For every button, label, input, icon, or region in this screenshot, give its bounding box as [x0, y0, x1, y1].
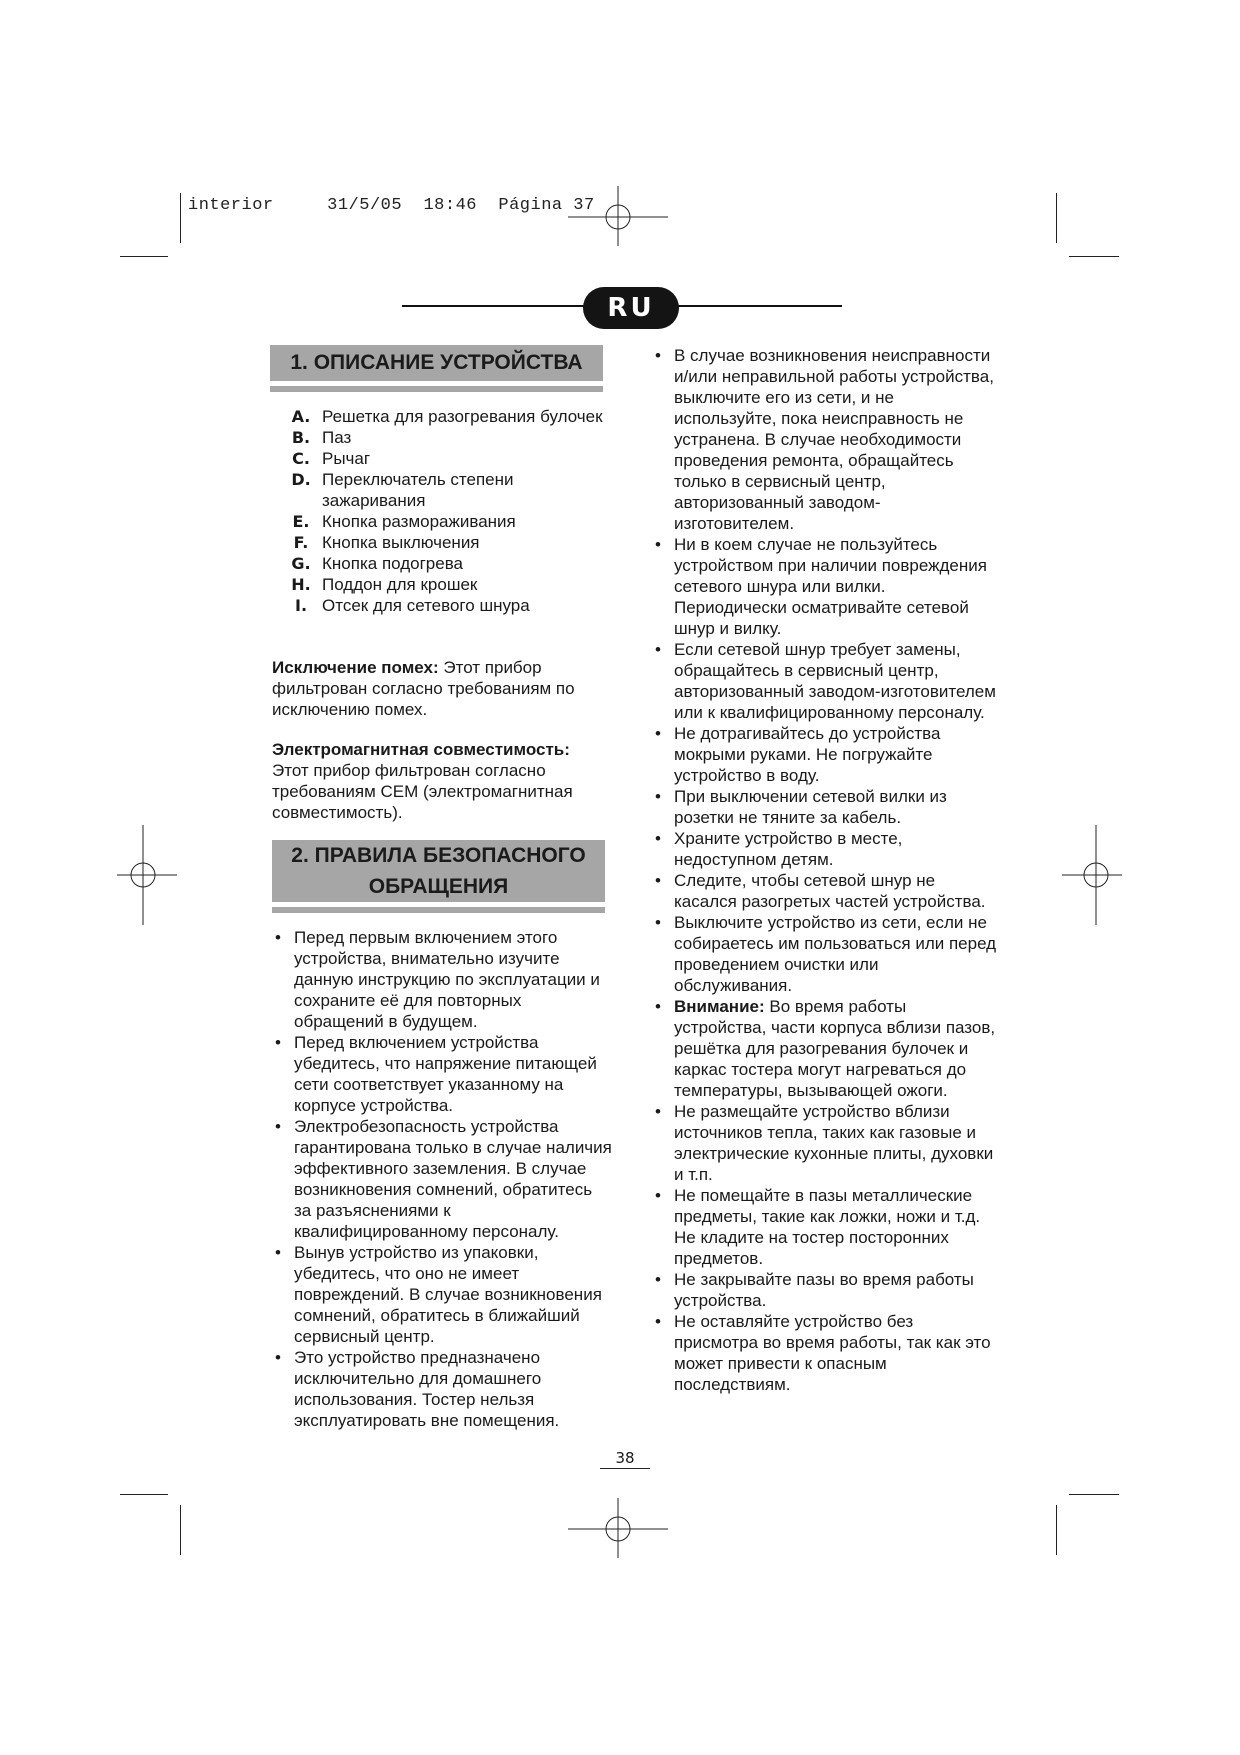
safety-item: • Не помещайте в пазы металлические предметы, такие как ложки, ножи и т.д. Не кладите на тостер посторонних предметов.: [652, 1185, 997, 1269]
slug-date: 31/5/05: [327, 196, 403, 215]
parts-letter: I.: [294, 596, 308, 615]
parts-text: Паз: [322, 428, 352, 447]
language-rule: [670, 305, 842, 307]
parts-letter: E.: [292, 512, 310, 531]
safety-list-left: [272, 927, 612, 1431]
language-rule: [402, 305, 592, 307]
parts-letter: C.: [292, 449, 310, 468]
emc-label: Электромагнитная совместимость:: [272, 740, 570, 759]
safety-item: • Перед включением устройства убедитесь, что напряжение питающей сети соответствует указанному на корпусе устройства.: [272, 1032, 612, 1116]
slug-page: Página 37: [498, 196, 595, 215]
safety-item: • Не закрывайте пазы во время работы устройства.: [652, 1269, 997, 1311]
print-slug: [188, 196, 595, 215]
crop-mark: [1069, 256, 1119, 257]
parts-letter: B.: [291, 428, 311, 447]
safety-item: • Не дотрагивайтесь до устройства мокрыми руками. Не погружайте устройство в воду.: [652, 723, 997, 786]
parts-letter: H.: [291, 575, 311, 594]
parts-text: Рычаг: [322, 449, 371, 468]
safety-item: • В случае возникновения неисправности и/или неправильной работы устройства, выключите его из сети, и не используйте, пока неисправность не устранена. В случае необходимости проведения ремонта, обращайтесь только в сервисный центр, авторизованный заводом-изготовителем.: [652, 345, 997, 534]
parts-item: [280, 448, 620, 469]
crop-mark: [1069, 1494, 1119, 1495]
safety-item: • Вынув устройство из упаковки, убедитесь, что оно не имеет повреждений. В случае возникновения сомнений, обратитесь в ближайший сервисный центр.: [272, 1242, 612, 1347]
registration-mark: [117, 825, 177, 925]
safety-item: • Ни в коем случае не пользуйтесь устройством при наличии повреждения сетевого шнура или вилки. Периодически осматривайте сетевой шнур и вилку.: [652, 534, 997, 639]
registration-mark: [568, 186, 668, 246]
parts-text: Решетка для разогревания булочек: [322, 407, 603, 426]
parts-letter: A.: [291, 407, 311, 426]
section-heading-line: 2. ПРАВИЛА БЕЗОПАСНОГО: [291, 844, 586, 867]
language-badge: RU: [583, 287, 679, 329]
safety-item: • Не оставляйте устройство без присмотра во время работы, так как это может привести к опасным последствиям.: [652, 1311, 997, 1395]
parts-list: [280, 406, 620, 616]
safety-item-warning: [652, 996, 997, 1101]
warning-text: Во время работы устройства, части корпуса вблизи пазов, решётка для разогревания булочек и каркас тостера могут нагреваться до температуры, вызывающей ожоги.: [674, 997, 996, 1100]
section-heading: [272, 840, 605, 902]
safety-item: • Перед первым включением этого устройства, внимательно изучите данную инструкцию по эксплуатации и сохраните её для повторных обращений в будущем.: [272, 927, 612, 1032]
section-heading: [270, 345, 603, 381]
crop-mark: [120, 256, 168, 257]
safety-item: • При выключении сетевой вилки из розетки не тяните за кабель.: [652, 786, 997, 828]
parts-item: [280, 595, 620, 616]
safety-item: • Не размещайте устройство вблизи источников тепла, таких как газовые и электрические кухонные плиты, духовки и т.п.: [652, 1101, 997, 1185]
parts-text: Отсек для сетевого шнура: [322, 596, 530, 615]
safety-item: • Это устройство предназначено исключительно для домашнего использования. Тостер нельзя эксплуатировать вне помещения.: [272, 1347, 612, 1431]
page-number: 38: [600, 1449, 650, 1469]
crop-mark: [120, 1494, 168, 1495]
parts-item: [280, 469, 620, 511]
parts-text: Кнопка подогрева: [322, 554, 464, 573]
heading-underline: [270, 386, 603, 392]
safety-list-right: [652, 345, 997, 1395]
parts-item: [280, 574, 620, 595]
crop-mark: [1056, 1505, 1057, 1555]
crop-mark: [180, 1505, 181, 1555]
parts-letter: G.: [291, 554, 311, 573]
slug-file: interior: [188, 196, 274, 215]
interference-note: [272, 657, 612, 720]
emc-note: [272, 739, 612, 823]
section-heading-text: 1. ОПИСАНИЕ УСТРОЙСТВА: [290, 351, 583, 374]
heading-underline: [272, 907, 605, 913]
crop-mark: [1056, 193, 1057, 243]
parts-text: Кнопка размораживания: [322, 512, 516, 531]
registration-mark: [1062, 825, 1122, 925]
safety-item: • Храните устройство в месте, недоступном детям.: [652, 828, 997, 870]
parts-item: [280, 406, 620, 427]
parts-item: [280, 511, 620, 532]
interference-text: Этот прибор фильтрован согласно требованиям по исключению помех.: [272, 658, 575, 719]
interference-label: Исключение помех:: [272, 658, 439, 677]
parts-letter: D.: [291, 470, 311, 489]
emc-text: Этот прибор фильтрован согласно требованиям CEM (электромагнитная совместимость).: [272, 761, 573, 822]
parts-item: [280, 553, 620, 574]
safety-item: • Электробезопасность устройства гарантирована только в случае наличия эффективного заземления. В случае возникновения сомнений, обратитесь за разъяснениями к квалифицированному персоналу.: [272, 1116, 612, 1242]
slug-time: 18:46: [423, 196, 477, 215]
parts-item: [280, 427, 620, 448]
parts-text: Кнопка выключения: [322, 533, 480, 552]
parts-text: Переключатель степени зажаривания: [322, 470, 514, 510]
warning-label: Внимание:: [674, 997, 765, 1016]
section-heading-line: ОБРАЩЕНИЯ: [368, 875, 509, 898]
safety-item: • Следите, чтобы сетевой шнур не касался разогретых частей устройства.: [652, 870, 997, 912]
safety-item: • Если сетевой шнур требует замены, обращайтесь в сервисный центр, авторизованный заводом-изготовителем или к квалифицированному персоналу.: [652, 639, 997, 723]
crop-mark: [180, 193, 181, 243]
parts-item: [280, 532, 620, 553]
parts-text: Поддон для крошек: [322, 575, 478, 594]
safety-item: • Выключите устройство из сети, если не собираетесь им пользоваться или перед проведением очистки или обслуживания.: [652, 912, 997, 996]
registration-mark: [568, 1498, 668, 1558]
parts-letter: F.: [293, 533, 309, 552]
